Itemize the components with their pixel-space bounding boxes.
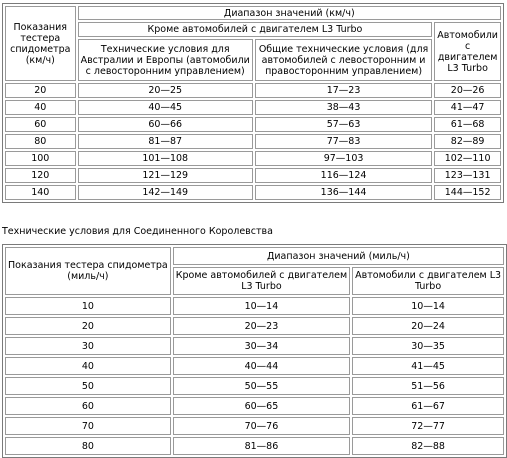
header-value-range-mph: Диапазон значений (миль/ч) xyxy=(173,247,504,265)
table-cell: 81—86 xyxy=(173,437,350,455)
table-cell: 30—35 xyxy=(352,337,504,355)
header-value-range: Диапазон значений (км/ч) xyxy=(78,6,501,20)
table-cell: 57—63 xyxy=(255,117,432,132)
table-cell: 116—124 xyxy=(255,168,432,183)
table-cell: 97—103 xyxy=(255,151,432,166)
uk-specs-caption: Технические условия для Соединенного Королевства xyxy=(2,226,273,237)
table-row xyxy=(5,185,501,200)
header-australia-europe: Технические условия для Австралии и Европы (автомобили с левосторонним управлением) xyxy=(78,39,253,81)
table-row xyxy=(5,151,501,166)
table-cell: 82—89 xyxy=(434,134,501,149)
table-row xyxy=(5,337,504,355)
table-cell: 144—152 xyxy=(434,185,501,200)
table-cell: 123—131 xyxy=(434,168,501,183)
table-cell: 72—77 xyxy=(352,417,504,435)
table-cell: 20 xyxy=(5,83,76,98)
table-cell: 20 xyxy=(5,317,171,335)
table-cell: 136—144 xyxy=(255,185,432,200)
table-cell: 70 xyxy=(5,417,171,435)
table-cell: 101—108 xyxy=(78,151,253,166)
table-cell: 17—23 xyxy=(255,83,432,98)
table-cell: 120 xyxy=(5,168,76,183)
table-cell: 10—14 xyxy=(173,297,350,315)
header-except-l3-turbo: Кроме автомобилей с двигателем L3 Turbo xyxy=(78,22,433,37)
table-cell: 41—47 xyxy=(434,100,501,115)
table-cell: 30—34 xyxy=(173,337,350,355)
table-cell: 38—43 xyxy=(255,100,432,115)
table-cell: 102—110 xyxy=(434,151,501,166)
header-l3-turbo-mph: Автомобили с двигателем L3 Turbo xyxy=(352,267,504,295)
table-cell: 10—14 xyxy=(352,297,504,315)
table-cell: 50—55 xyxy=(173,377,350,395)
speedometer-table-mph xyxy=(2,244,507,458)
table-row xyxy=(5,397,504,415)
header-l3-turbo: Автомобили с двигателем L3 Turbo xyxy=(434,22,501,81)
table-cell: 60 xyxy=(5,397,171,415)
table1-body xyxy=(5,83,501,200)
table-row xyxy=(5,357,504,375)
table-cell: 60—66 xyxy=(78,117,253,132)
table-cell: 20—24 xyxy=(352,317,504,335)
speedometer-table-kmh xyxy=(2,3,504,203)
table-row xyxy=(5,100,501,115)
table-row xyxy=(5,134,501,149)
table-cell: 41—45 xyxy=(352,357,504,375)
header-general-specs: Общие технические условия (для автомобилей с левосторонним и правосторонним управлением) xyxy=(255,39,432,81)
table-cell: 10 xyxy=(5,297,171,315)
table-cell: 121—129 xyxy=(78,168,253,183)
table-cell: 77—83 xyxy=(255,134,432,149)
table-cell: 70—76 xyxy=(173,417,350,435)
table-cell: 20—26 xyxy=(434,83,501,98)
table-cell: 51—56 xyxy=(352,377,504,395)
table-row xyxy=(5,297,504,315)
table-cell: 40 xyxy=(5,100,76,115)
table-row xyxy=(5,377,504,395)
table-cell: 40—44 xyxy=(173,357,350,375)
table-cell: 20—25 xyxy=(78,83,253,98)
table-row xyxy=(5,83,501,98)
table-row xyxy=(5,317,504,335)
table-row xyxy=(5,417,504,435)
header-speedometer-reading-mph: Показания тестера спидометра (миль/ч) xyxy=(5,247,171,295)
table-cell: 80 xyxy=(5,437,171,455)
table-cell: 20—23 xyxy=(173,317,350,335)
table-cell: 61—68 xyxy=(434,117,501,132)
table-cell: 80 xyxy=(5,134,76,149)
table-row xyxy=(5,117,501,132)
header-speedometer-reading: Показания тестера спидометра (км/ч) xyxy=(5,6,76,81)
header-except-l3-turbo-mph: Кроме автомобилей с двигателем L3 Turbo xyxy=(173,267,350,295)
table-cell: 61—67 xyxy=(352,397,504,415)
table-cell: 81—87 xyxy=(78,134,253,149)
table-cell: 40 xyxy=(5,357,171,375)
table-cell: 40—45 xyxy=(78,100,253,115)
table2-body xyxy=(5,297,504,455)
table-cell: 60 xyxy=(5,117,76,132)
table-cell: 82—88 xyxy=(352,437,504,455)
table-cell: 140 xyxy=(5,185,76,200)
table-cell: 142—149 xyxy=(78,185,253,200)
table-cell: 100 xyxy=(5,151,76,166)
table-row xyxy=(5,168,501,183)
table-cell: 50 xyxy=(5,377,171,395)
table-cell: 60—65 xyxy=(173,397,350,415)
table-cell: 30 xyxy=(5,337,171,355)
table-row xyxy=(5,437,504,455)
